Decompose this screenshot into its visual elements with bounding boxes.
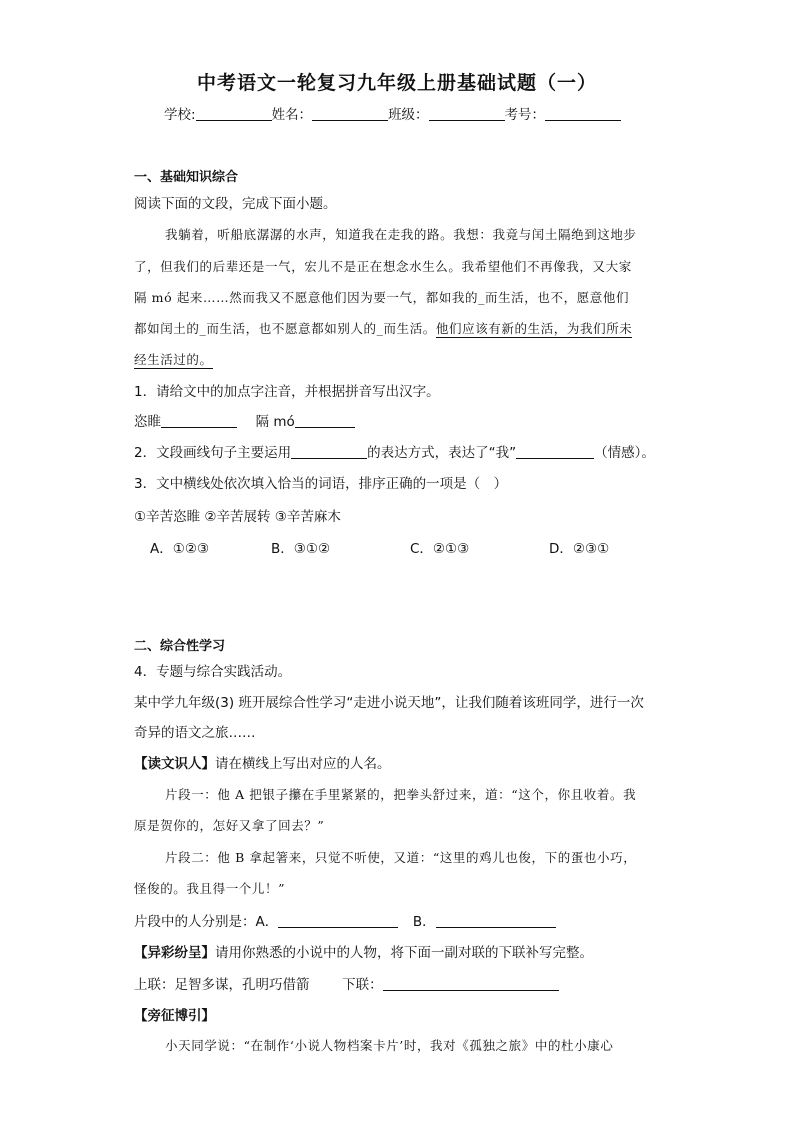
fragment-1-line: 原是贺你的，怎好又拿了回去？” xyxy=(134,818,325,833)
id-field[interactable] xyxy=(545,106,621,121)
answer-pre: 片段中的人分别是：A． xyxy=(134,914,279,930)
name-field[interactable] xyxy=(312,106,388,121)
class-label: 班级： xyxy=(388,107,429,123)
q2-answer-b[interactable] xyxy=(516,444,594,459)
couplet-row xyxy=(134,973,559,993)
fragment-2-line: 片段二：他 B 拿起箸来，只觉不听使，又道：“这里的鸡儿也俊，下的蛋也小巧， xyxy=(165,850,637,865)
id-label: 考号： xyxy=(504,107,546,123)
passage-line xyxy=(134,350,213,368)
part-colorful xyxy=(134,941,593,961)
section2-heading: 二、综合性学习 xyxy=(134,639,226,654)
question-4: 4．专题与综合实践活动。 xyxy=(134,664,292,680)
page-title: 中考语文一轮复习九年级上册基础试题（一） xyxy=(196,72,597,94)
couplet-upper: 上联：足智多谋，孔明巧借箭 xyxy=(134,977,310,993)
school-field[interactable] xyxy=(196,106,272,121)
section2-intro-line: 奇异的语文之旅…… xyxy=(134,725,256,741)
part1-text: 请在横线上写出对应的人名。 xyxy=(215,756,391,772)
part3-text-line: 小天同学说：“在制作‘小说人物档案卡片’时，我对《孤独之旅》中的杜小康心 xyxy=(165,1038,614,1053)
passage-text: 都如闰土的_而生活，也不愿意都如别人的_而生活。 xyxy=(134,321,436,336)
class-field[interactable] xyxy=(429,106,505,121)
answer-names-row xyxy=(134,910,556,930)
answer-b-label: B． xyxy=(412,914,436,930)
passage-line xyxy=(134,319,632,337)
question-3-items: ①辛苦恣睢 ②辛苦展转 ③辛苦麻木 xyxy=(134,509,341,525)
question-1: 1．请给文中的加点字注音，并根据拼音写出汉字。 xyxy=(134,384,440,400)
part1-label: 【读文识人】 xyxy=(134,756,215,772)
passage-line: 隔 mó 起来……然而我又不愿意他们因为要一气，都如我的_而生活，也不，愿意他们 xyxy=(134,290,630,305)
fragment-2-line: 怪俊的。我且得一个儿！” xyxy=(134,881,286,896)
q2-answer-a[interactable] xyxy=(291,444,367,459)
q2-text-mid: 的表达方式，表达了“我” xyxy=(367,445,517,461)
part2-label: 【异彩纷呈】 xyxy=(134,945,215,961)
part2-text: 请用你熟悉的小说中的人物，将下面一副对联的下联补写完整。 xyxy=(215,945,593,961)
part3-label: 【旁征博引】 xyxy=(134,1008,215,1024)
section1-intro: 阅读下面的文段，完成下面小题。 xyxy=(134,196,337,212)
question-3: 3．文中横线处依次填入恰当的词语，排序正确的一项是（ ） xyxy=(134,476,508,492)
answer-a-field[interactable] xyxy=(278,913,398,928)
part-read-identify xyxy=(134,752,391,772)
q1-answer-b[interactable] xyxy=(295,413,355,428)
couplet-lower-field[interactable] xyxy=(383,976,559,991)
passage-line: 了，但我们的后辈还是一气，宏儿不是正在想念水生么。我希望他们不再像我，又大家 xyxy=(134,259,632,274)
q1-word-a: 恣睢 xyxy=(134,414,161,430)
q1-word-b: 隔 mó xyxy=(255,414,295,430)
couplet-lower-label: 下联： xyxy=(342,977,383,993)
answer-b-field[interactable] xyxy=(436,913,556,928)
question-2 xyxy=(134,441,655,461)
underlined-sentence-end: 经生活过的。 xyxy=(134,352,213,367)
student-info-row xyxy=(164,103,621,123)
option-d[interactable]: D．②③① xyxy=(549,541,610,557)
section1-heading: 一、基础知识综合 xyxy=(134,170,239,185)
name-label: 姓名： xyxy=(271,107,313,123)
option-c[interactable]: C．②①③ xyxy=(410,541,470,557)
q2-text-post: （情感）。 xyxy=(594,445,655,461)
part-citation xyxy=(134,1004,215,1024)
option-b[interactable]: B．③①② xyxy=(271,541,331,557)
q1-answer-a[interactable] xyxy=(161,413,237,428)
passage-line: 我躺着，听船底潺潺的水声，知道我在走我的路。我想：我竟与闰土隔绝到这地步 xyxy=(165,227,637,242)
underlined-sentence: 他们应该有新的生活，为我们所未 xyxy=(435,321,633,336)
school-label: 学校: xyxy=(164,107,196,123)
question-1-blanks xyxy=(134,410,355,430)
q2-text-pre: 2．文段画线句子主要运用 xyxy=(134,445,292,461)
fragment-1-line: 片段一：他 A 把银子攥在手里紧紧的，把拳头舒过来，道：“这个，你且收着。我 xyxy=(165,787,637,802)
option-a[interactable]: A．①②③ xyxy=(150,541,210,557)
section2-intro-line: 某中学九年级(3) 班开展综合性学习“走进小说天地”，让我们随着该班同学，进行一次 xyxy=(134,695,644,711)
